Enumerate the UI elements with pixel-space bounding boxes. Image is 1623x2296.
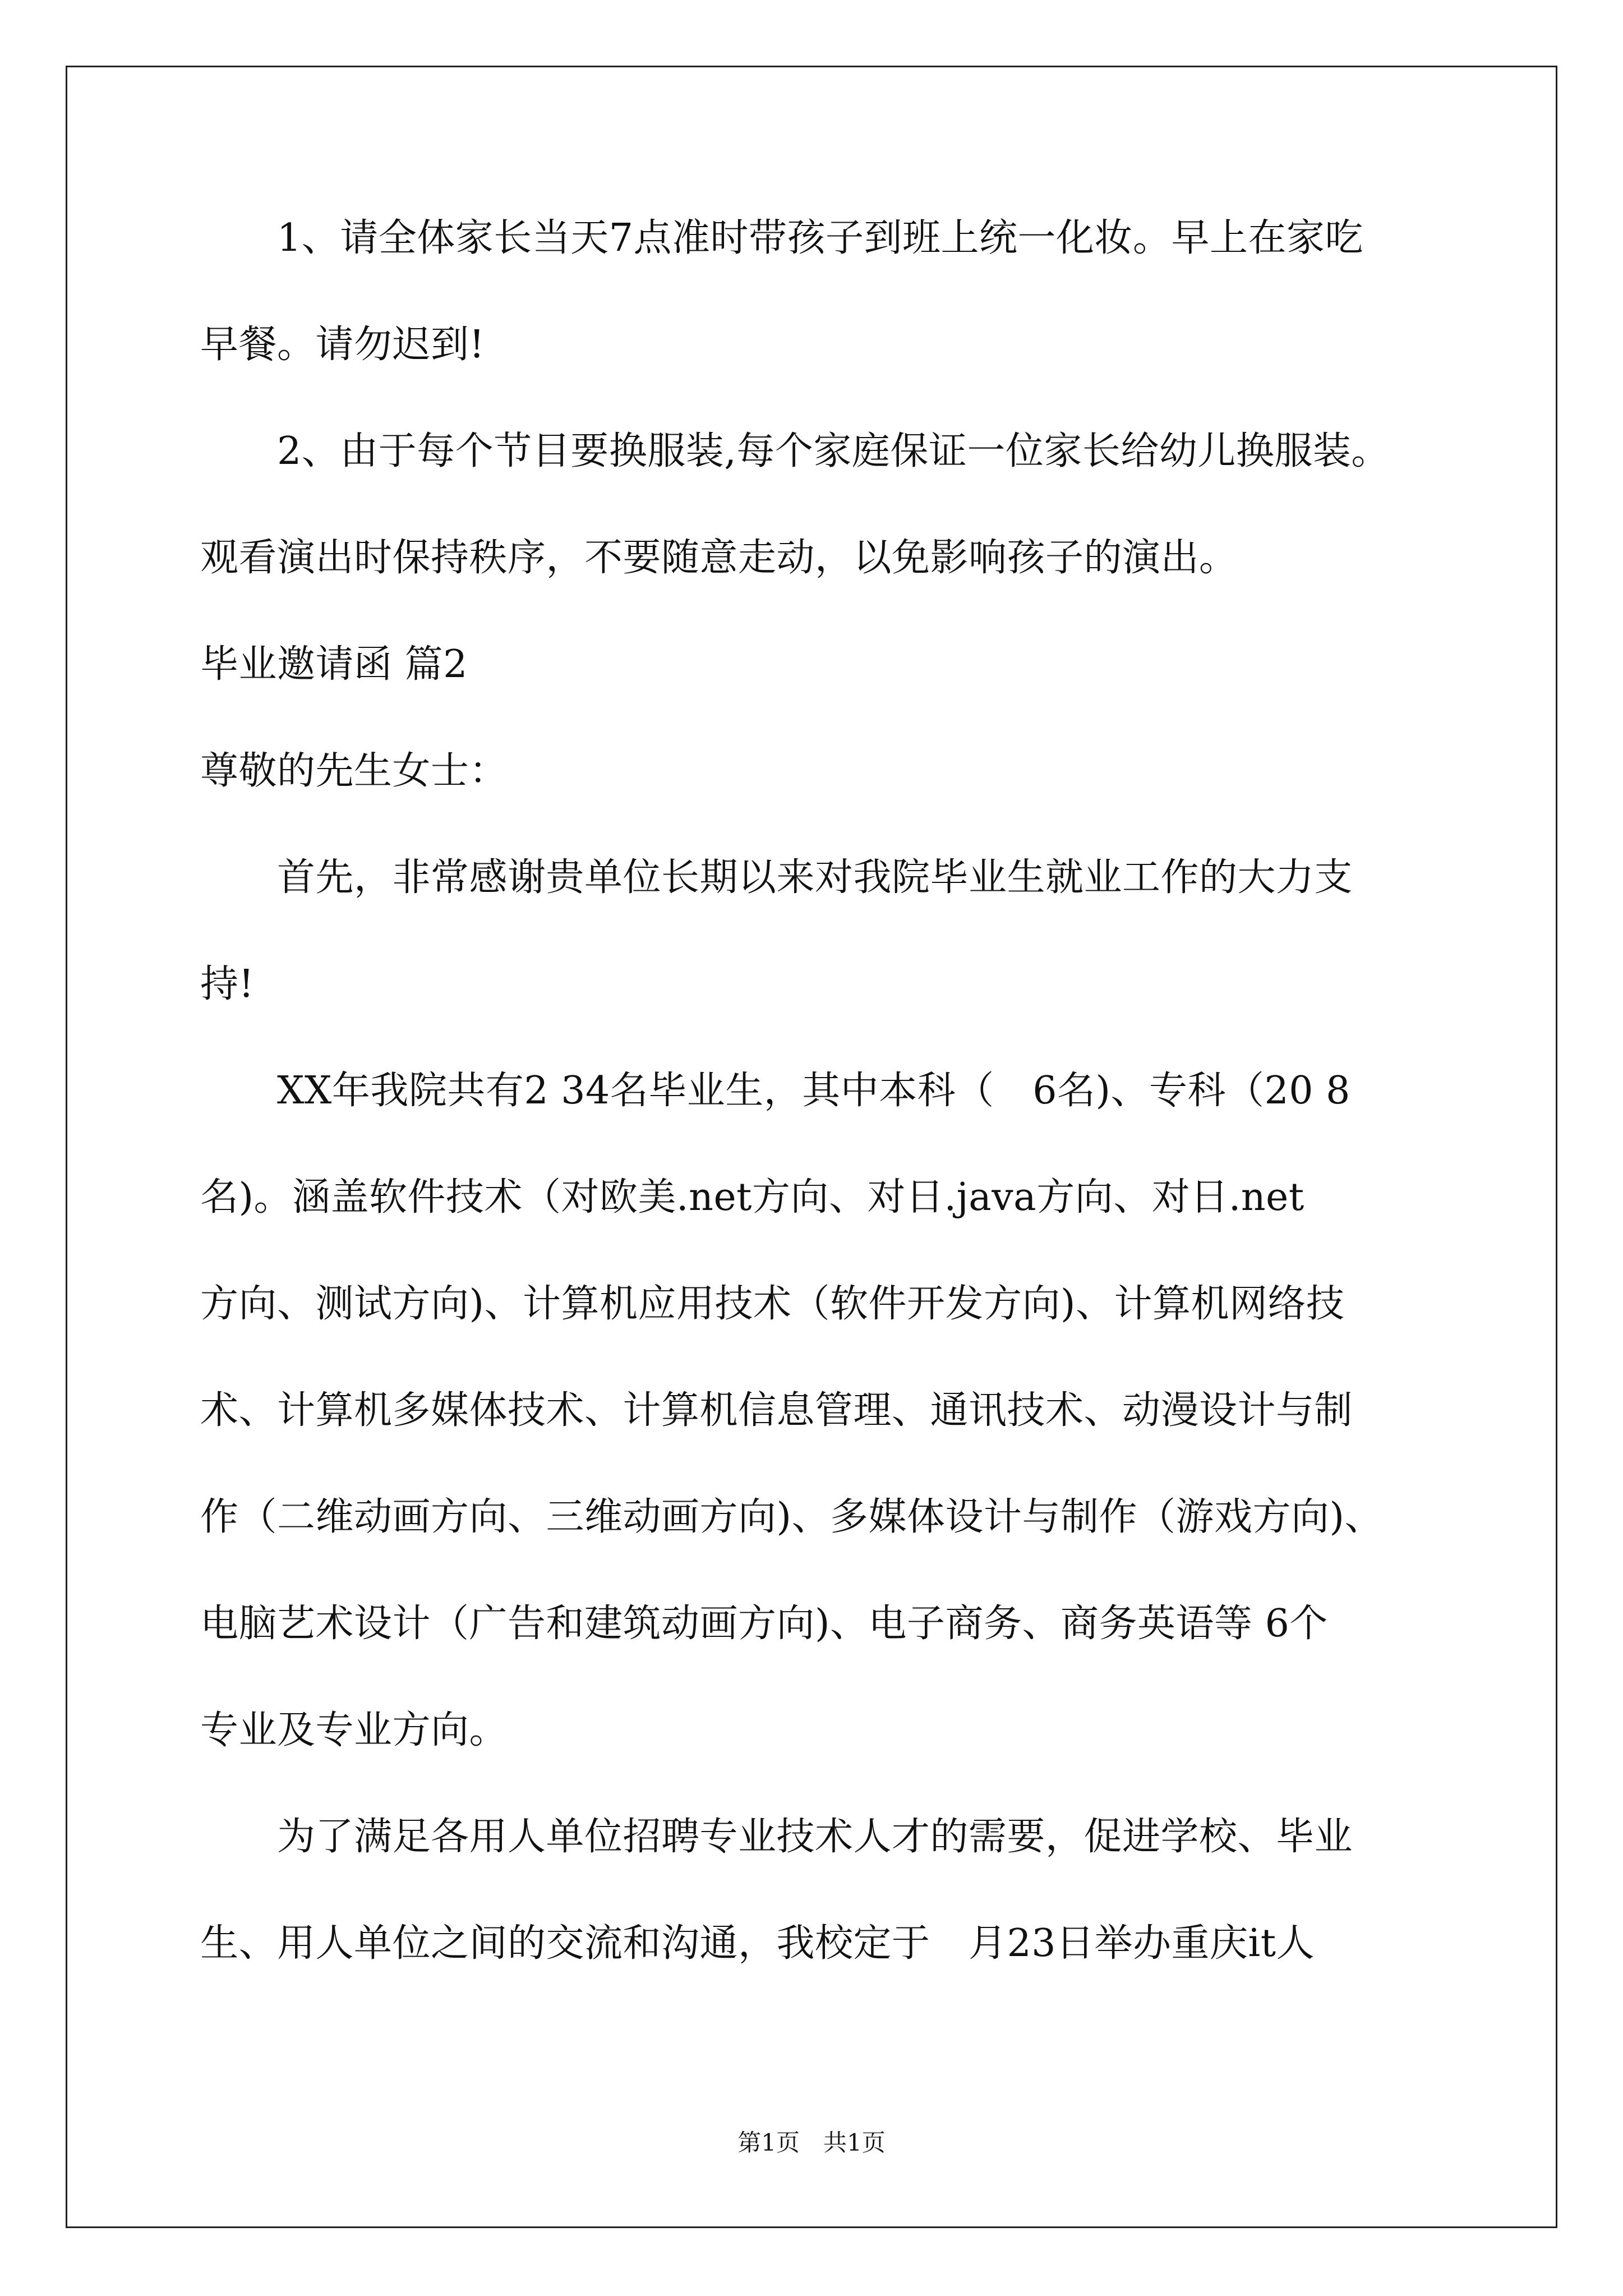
paragraph-4-line-2: 名)。涵盖软件技术（对欧美.net方向、对日.java方向、对日.net bbox=[200, 1175, 1304, 1220]
salutation: 尊敬的先生女士： bbox=[200, 749, 508, 793]
page-number-footer: 第1页 共1页 bbox=[737, 2129, 886, 2156]
paragraph-4-line-1: XX年我院共有2 34名毕业生，其中本科（ 6名)、专科（20 8 bbox=[200, 1069, 1350, 1113]
paragraph-3-line-2: 持! bbox=[200, 962, 255, 1006]
paragraph-5-line-2: 生、用人单位之间的交流和沟通，我校定于 月23日举办重庆it人 bbox=[200, 1921, 1315, 1966]
page-border bbox=[66, 66, 1557, 2228]
paragraph-2-line-2: 观看演出时保持秩序，不要随意走动，以免影响孩子的演出。 bbox=[200, 536, 1238, 580]
paragraph-4-line-3: 方向、测试方向)、计算机应用技术（软件开发方向)、计算机网络技 bbox=[200, 1282, 1345, 1326]
paragraph-1-line-2: 早餐。请勿迟到! bbox=[200, 323, 485, 367]
paragraph-4-line-5: 作（二维动画方向、三维动画方向)、多媒体设计与制作（游戏方向)、 bbox=[200, 1495, 1384, 1539]
paragraph-4-line-6: 电脑艺术设计（广告和建筑动画方向)、电子商务、商务英语等 6个 bbox=[200, 1602, 1328, 1646]
section-heading: 毕业邀请函 篇2 bbox=[200, 642, 468, 687]
paragraph-2-line-1: 2、由于每个节目要换服装,每个家庭保证一位家长给幼儿换服装。 bbox=[200, 429, 1390, 473]
paragraph-4-line-7: 专业及专业方向。 bbox=[200, 1708, 508, 1752]
paragraph-5-line-1: 为了满足各用人单位招聘专业技术人才的需要，促进学校、毕业 bbox=[200, 1815, 1353, 1859]
paragraph-1-line-1: 1、请全体家长当天7点准时带孩子到班上统一化妆。早上在家吃 bbox=[200, 216, 1364, 260]
paragraph-3-line-1: 首先，非常感谢贵单位长期以来对我院毕业生就业工作的大力支 bbox=[200, 855, 1353, 900]
paragraph-4-line-4: 术、计算机多媒体技术、计算机信息管理、通讯技术、动漫设计与制 bbox=[200, 1388, 1353, 1433]
